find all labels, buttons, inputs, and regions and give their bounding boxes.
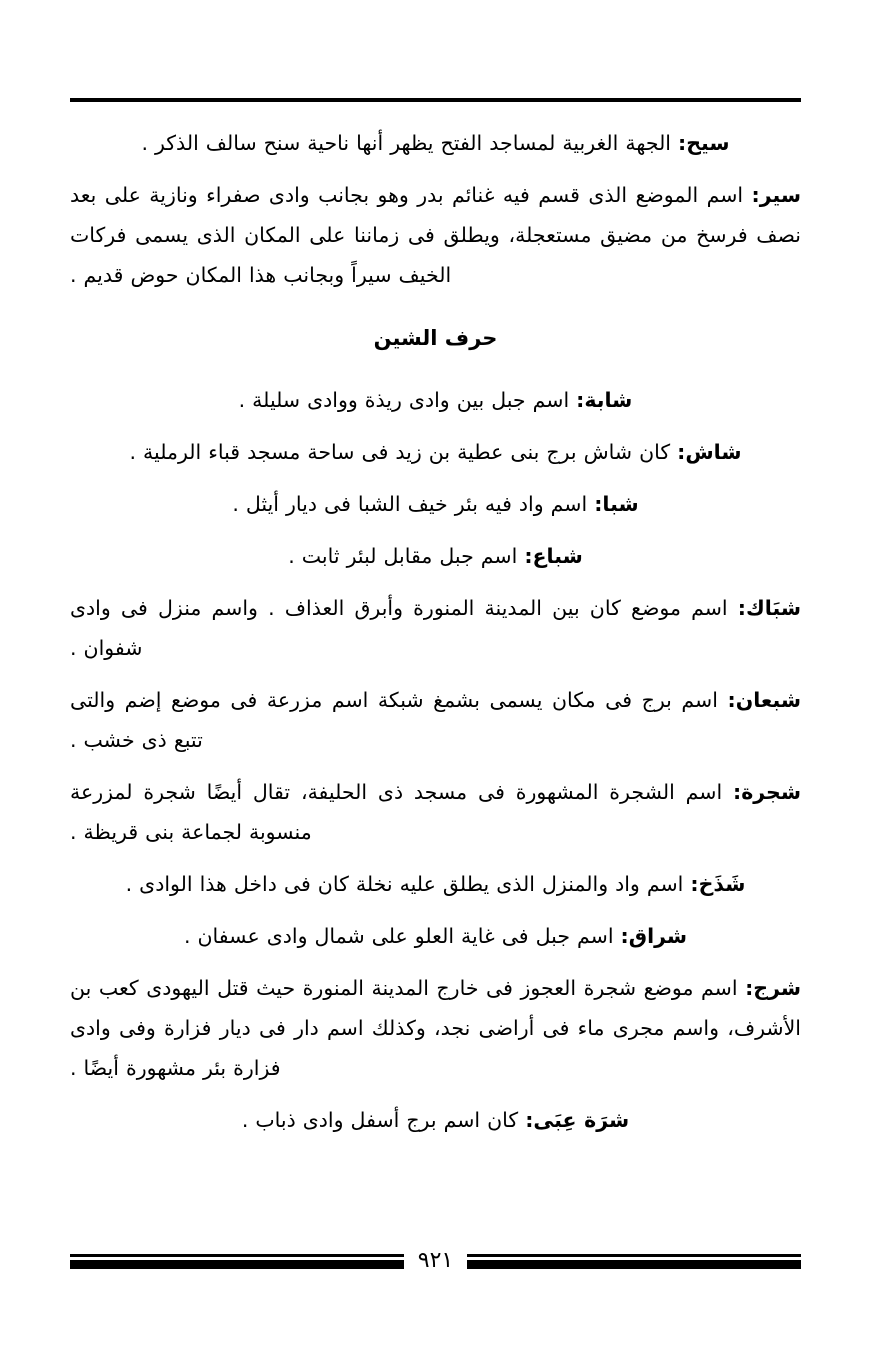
header-rule-container (0, 98, 877, 102)
entry-headword: شَذَخ: (690, 872, 746, 897)
dictionary-entry (70, 485, 801, 525)
footer-rule-thick (70, 1260, 404, 1269)
dictionary-entry (70, 589, 801, 669)
dictionary-entry (70, 176, 801, 296)
dictionary-entry (70, 917, 801, 957)
footer-rule-left (70, 1254, 404, 1269)
entry-headword: شراق: (620, 924, 688, 949)
entry-headword: شبا: (594, 492, 639, 517)
entry-text: كان شاش برج بنى عطية بن زيد فى ساحة مسجد قباء الرملية . (129, 440, 678, 465)
entry-headword: سير: (751, 182, 801, 207)
entry-headword: شباع: (524, 544, 583, 569)
entry-text: اسم الشجرة المشهورة فى مسجد ذى الحليفة، تقال أيضًا شجرة لمزرعة منسوبة لجماعة بنى قريظة . (70, 780, 733, 845)
page-footer (0, 1250, 877, 1272)
entry-headword: سيح: (678, 131, 730, 155)
dictionary-entry (70, 381, 801, 421)
entry-headword: شابة: (576, 388, 633, 413)
entry-text: اسم موضع شجرة العجوز فى خارج المدينة المنورة حيث قتل اليهودى كعب بن الأشرف، واسم مجرى ماء فى أراضى نجد، وكذلك اسم دار فى ديار فزارة وفى وادى فزارة بئر مشهورة أيضًا . (70, 976, 801, 1081)
entry-headword: شبَاك: (737, 596, 801, 621)
entry-text: اسم الموضع الذى قسم فيه غنائم بدر وهو بجانب وادى صفراء ونازية على بعد نصف فرسخ من مضيق مستعجلة، ويطلق فى زماننا على المكان الذى يسمى فركات الخيف سيراً وبجانب هذا المكان حوض قديم . (70, 182, 801, 287)
entry-text: اسم واد فيه بئر خيف الشبا فى ديار أيثل . (232, 492, 595, 517)
entry-headword: شجرة: (733, 780, 801, 805)
entry-headword: شاش: (677, 440, 742, 465)
section-heading: حرف الشين (373, 325, 498, 350)
entry-text: اسم جبل فى غاية العلو على شمال وادى عسفان . (183, 924, 621, 949)
dictionary-entry (70, 865, 801, 905)
page-number: ٩٢١ (417, 1248, 454, 1273)
entry-text: اسم واد والمنزل الذى يطلق عليه نخلة كان فى داخل هذا الوادى . (125, 872, 691, 897)
entry-headword: شرج: (745, 976, 801, 1001)
dictionary-entry (70, 969, 801, 1089)
dictionary-entry (70, 1101, 801, 1141)
entry-text: اسم موضع كان بين المدينة المنورة وأبرق العذاف . واسم منزل فى وادى شفوان . (70, 596, 738, 661)
entry-text: الجهة الغربية لمساجد الفتح يظهر أنها ناحية سنح سالف الذكر . (141, 131, 679, 155)
entry-text: اسم برج فى مكان يسمى بشمغ شبكة اسم مزرعة فى موضع إضم والتى تتبع ذى خشب . (70, 688, 728, 753)
dictionary-entry (70, 124, 801, 164)
entry-text: اسم جبل مقابل لبئر ثابت . (288, 544, 525, 569)
entry-text: اسم جبل بين وادى ريذة ووادى سليلة . (238, 388, 577, 413)
footer-rule-right (467, 1254, 801, 1269)
dictionary-entry (70, 433, 801, 473)
dictionary-entry (70, 681, 801, 761)
entry-text: كان اسم برج أسفل وادى ذباب . (241, 1108, 526, 1132)
dictionary-entry (70, 537, 801, 577)
dictionary-entry (70, 773, 801, 853)
footer-rule-thin (467, 1254, 801, 1257)
entry-headword: شرَة عِبَى: (525, 1108, 630, 1132)
entry-headword: شبعان: (727, 688, 801, 713)
footer-rule-thick (467, 1260, 801, 1269)
header-horizontal-rule (70, 98, 801, 102)
footer-rule-thin (70, 1254, 404, 1257)
page-content (0, 124, 877, 1250)
